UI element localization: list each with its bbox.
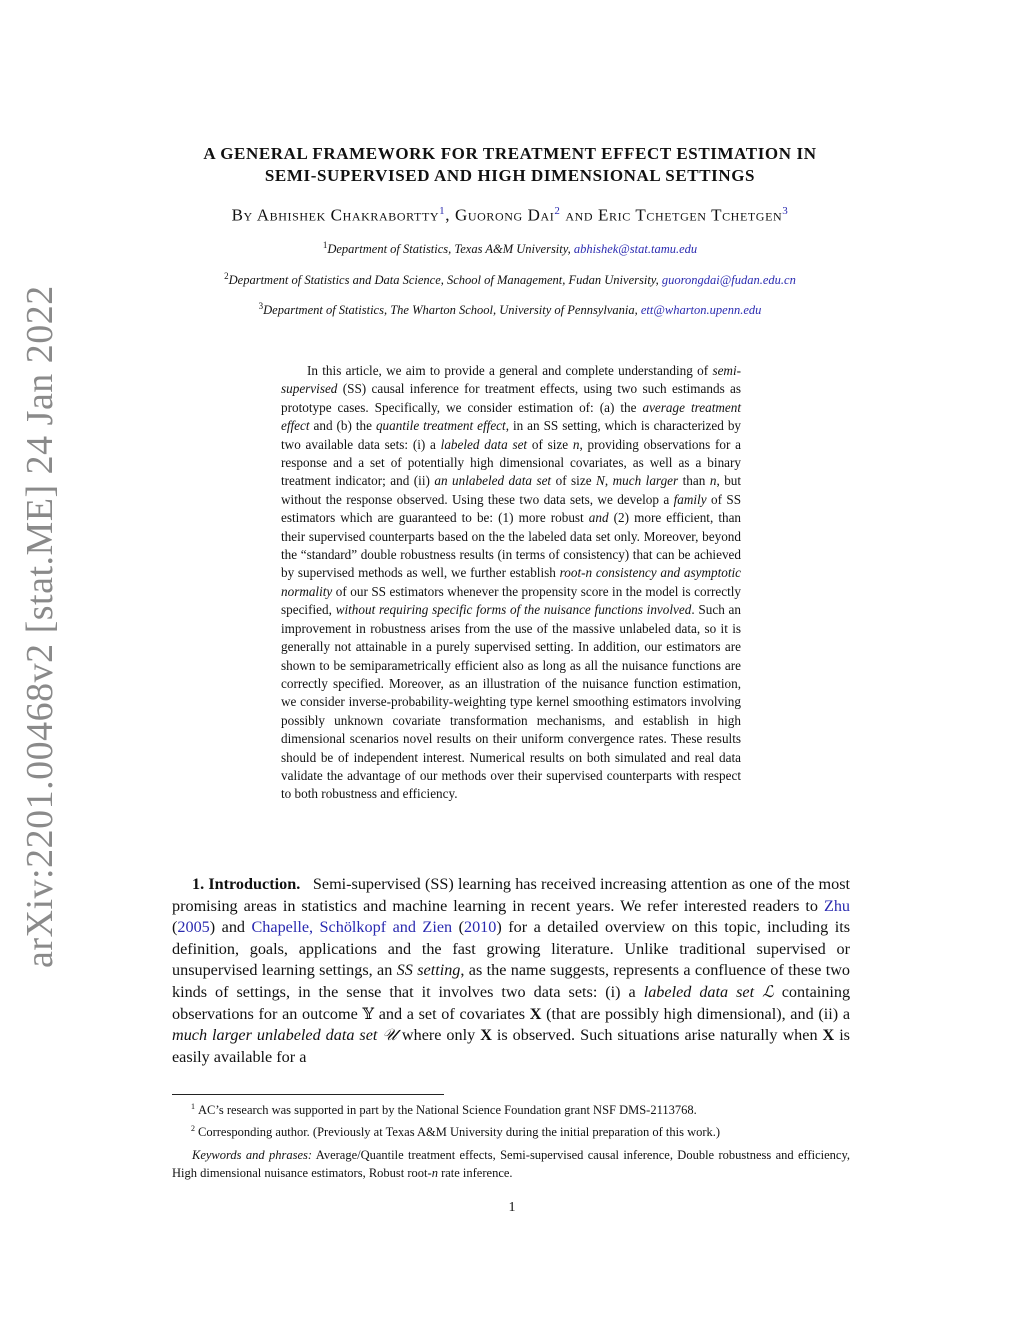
footnote-mark: 1 xyxy=(191,1102,195,1111)
affiliation-text: Department of Statistics, The Wharton School, University of Pennsylvania, xyxy=(263,303,638,318)
email-link[interactable]: abhishek@stat.tamu.edu xyxy=(573,242,698,257)
section-heading: 1. Introduction. xyxy=(192,875,301,893)
affiliation-mark: 3 xyxy=(258,301,264,311)
author-1-mark[interactable]: 1 xyxy=(439,205,446,217)
keywords-label: Keywords and phrases: xyxy=(192,1148,313,1162)
footnote-divider xyxy=(172,1094,444,1095)
affiliation-text: Department of Statistics and Data Science, School of Management, Fudan University, xyxy=(228,273,659,288)
paper-title xyxy=(150,143,870,187)
author-2: Guorong Dai xyxy=(455,205,555,225)
abstract-paragraph: In this article, we aim to provide a general and complete understanding of semi-supervised (SS) causal inference for treatment effects, using two such estimands as prototype cases. Specifically, we consider estimation of: (a) the average treatment effect and (b) the quantile treatment effect, in an SS setting, which is characterized by two available data sets: (i) a labeled data set of size n, providing observations for a response and a set of potentially high dimensional covariates, as well as a binary treatment indicator; and (ii) an unlabeled data set of size N, much larger than n, but without the response observed. Using these two data sets, we develop a family of SS estimators which are guaranteed to be: (1) more robust and (2) more efficient, than their supervised counterparts based on the the labeled data set only. Moreover, beyond the “standard” double robustness results (in terms of consistency) that can be achieved by supervised methods as well, we further establish root-n consistency and asymptotic normality of our SS estimators whenever the propensity score in the model is correctly specified, without requiring specific forms of the nuisance functions involved. Such an improvement in robustness arises from the use of the massive unlabeled data, so it is generally not attainable in a purely supervised setting. In addition, our estimators are shown to be semiparametrically efficient also as long as all the nuisance functions are correctly specified. Moreover, as an illustration of the nuisance function estimation, we consider inverse-probability-weighting type kernel smoothing estimators involving possibly unknown covariate transformation mechanisms, and establish in high dimensional scenarios novel results on their uniform convergence rates. These results should be of independent interest. Numerical results on both simulated and real data validate the advantage of our methods over their supervised counterparts with respect to both robustness and efficiency. xyxy=(281,363,742,802)
author-byline xyxy=(120,205,900,226)
keywords-text-end: rate inference. xyxy=(441,1166,513,1180)
citation-link[interactable]: Chapelle, Schölkopf and Zien xyxy=(251,918,453,937)
footnote-text: AC’s research was supported in part by the National Science Foundation grant NSF DMS-2113768. xyxy=(198,1103,697,1118)
keywords-math: n xyxy=(431,1166,438,1180)
author-1: Abhishek Chakrabortty xyxy=(256,205,440,225)
arxiv-stamp[interactable]: arXiv:2201.00468v2 [stat.ME] 24 Jan 2022 xyxy=(19,285,61,968)
citation-link[interactable]: Zhu xyxy=(823,896,851,915)
keywords xyxy=(172,1146,850,1182)
page-number: 1 xyxy=(508,1200,516,1215)
title-line-2: SEMI-SUPERVISED AND HIGH DIMENSIONAL SETTINGS xyxy=(264,166,756,185)
affiliation-text: Department of Statistics, Texas A&M University, xyxy=(327,242,571,257)
intro-paragraph: 1. Introduction. Semi-supervised (SS) learning has received increasing attention as one of the most promising areas in statistics and machine learning in recent years. We refer interested readers to Zhu (2005) and Chapelle, Schölkopf and Zien (2010) for a detailed overview on this topic, including its definition, goals, applications and the fast growing literature. Unlike traditional supervised or unsupervised learning settings, an SS setting, as the name suggests, represents a confluence of these two kinds of settings, in the sense that it involves two data sets: (i) a labeled data set ℒ containing observations for an outcome 𝕐 and a set of covariates X (that are possibly high dimensional), and (ii) a much larger unlabeled data set 𝒰 where only X is observed. Such situations arise naturally when X is easily available for a xyxy=(172,875,851,1066)
byline-and: and xyxy=(565,205,594,225)
affiliation-mark: 2 xyxy=(224,271,229,281)
citation-year-link[interactable]: 2005 xyxy=(177,918,210,937)
email-link[interactable]: guorongdai@fudan.edu.cn xyxy=(661,273,796,288)
abstract xyxy=(281,362,741,804)
affiliation-3 xyxy=(120,301,900,318)
byline-separator: , xyxy=(445,205,451,225)
footnote-text: Corresponding author. (Previously at Texas A&M University during the initial preparation of this work.) xyxy=(198,1125,721,1140)
affiliation-2 xyxy=(120,271,900,288)
footnote-2 xyxy=(191,1124,851,1140)
footnote-mark: 2 xyxy=(191,1124,195,1133)
footnote-1 xyxy=(191,1102,851,1118)
email-link[interactable]: ett@wharton.upenn.edu xyxy=(640,303,762,318)
affiliation-mark: 1 xyxy=(322,240,328,250)
author-3: Eric Tchetgen Tchetgen xyxy=(598,205,783,225)
byline-by: By xyxy=(231,205,253,225)
keywords-text: Average/Quantile treatment effects, Semi-supervised causal inference, Double robustness and efficiency, High dimensional nuisance estimators, Robust root- xyxy=(172,1148,851,1180)
citation-year-link[interactable]: 2010 xyxy=(463,918,497,937)
introduction-section xyxy=(172,874,850,1068)
title-line-1: A GENERAL FRAMEWORK FOR TREATMENT EFFECT ESTIMATION IN xyxy=(203,144,817,163)
author-3-mark[interactable]: 3 xyxy=(782,205,789,217)
affiliation-1 xyxy=(120,240,900,257)
author-2-mark[interactable]: 2 xyxy=(554,205,561,217)
